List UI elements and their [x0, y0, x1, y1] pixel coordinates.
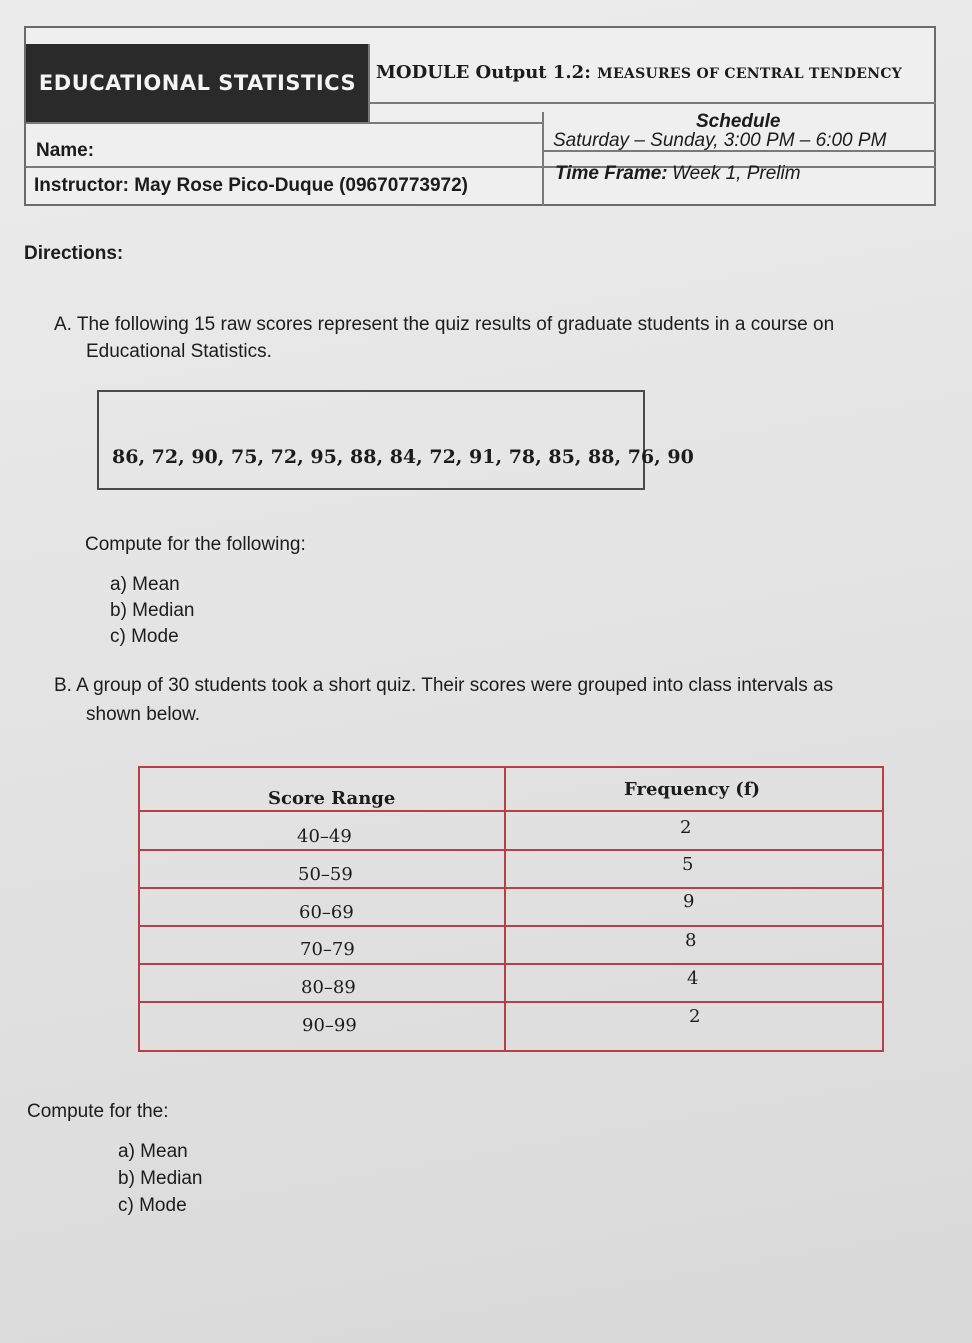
instructor-text: Instructor: May Rose Pico-Duque (09670773972) — [34, 175, 468, 196]
divider — [368, 44, 370, 122]
module-topic: MEASURES OF CENTRAL TENDENCY — [597, 66, 903, 82]
part-b-compute: Compute for the: — [27, 1101, 169, 1122]
divider — [26, 122, 544, 124]
table-divider — [138, 810, 884, 812]
table-cell-range: 60–69 — [299, 902, 354, 923]
part-a-line1: A. The following 15 raw scores represent the quiz results of graduate students in a course on — [54, 314, 835, 335]
part-b-line1: B. A group of 30 students took a short quiz. Their scores were grouped into class intervals as — [54, 675, 834, 696]
time-frame-value: Week 1, Prelim — [672, 163, 801, 184]
table-divider — [138, 887, 884, 889]
time-frame-label: Time Frame: — [555, 163, 668, 184]
part-a-compute: Compute for the following: — [85, 534, 306, 555]
scores-box — [97, 390, 645, 490]
table-cell-range: 40–49 — [297, 826, 352, 847]
table-cell-frequency: 2 — [689, 1006, 701, 1027]
course-title: EDUCATIONAL STATISTICS — [26, 44, 369, 122]
table-cell-range: 90–99 — [302, 1015, 357, 1036]
table-cell-frequency: 9 — [683, 891, 695, 912]
table-cell-range: 50–59 — [298, 864, 353, 885]
time-frame — [555, 163, 801, 185]
table-cell-frequency: 2 — [680, 817, 692, 838]
part-a-item: b) Median — [110, 600, 195, 621]
table-cell-frequency: 5 — [682, 854, 694, 875]
table-header-score-range: Score Range — [268, 788, 396, 809]
table-cell-range: 70–79 — [300, 939, 355, 960]
name-label: Name: — [36, 140, 95, 161]
frequency-table — [138, 766, 884, 1052]
table-divider — [138, 925, 884, 927]
table-divider — [138, 963, 884, 965]
table-divider — [138, 849, 884, 851]
module-prefix: MODULE Output 1.2: — [376, 62, 591, 83]
table-cell-frequency: 4 — [687, 968, 699, 989]
part-a-item: a) Mean — [110, 574, 180, 595]
table-divider — [504, 766, 506, 1052]
table-header-frequency: Frequency (f) — [624, 779, 761, 800]
schedule-value: Saturday – Sunday, 3:00 PM – 6:00 PM — [553, 130, 887, 151]
part-b-item: c) Mode — [118, 1195, 187, 1216]
table-divider — [138, 1001, 884, 1003]
directions-label: Directions: — [24, 243, 124, 264]
part-b-item: b) Median — [118, 1168, 203, 1189]
table-cell-frequency: 8 — [685, 930, 697, 951]
part-a-item: c) Mode — [110, 626, 179, 647]
divider — [370, 102, 936, 104]
schedule-label: Schedule — [696, 111, 781, 132]
raw-scores: 86, 72, 90, 75, 72, 95, 88, 84, 72, 91, 78, 85, 88, 76, 90 — [112, 446, 694, 468]
table-cell-range: 80–89 — [301, 977, 356, 998]
divider — [542, 112, 544, 206]
part-b-line2: shown below. — [86, 704, 201, 725]
module-title — [376, 62, 902, 83]
part-a-line2: Educational Statistics. — [86, 341, 272, 362]
part-b-item: a) Mean — [118, 1141, 188, 1162]
